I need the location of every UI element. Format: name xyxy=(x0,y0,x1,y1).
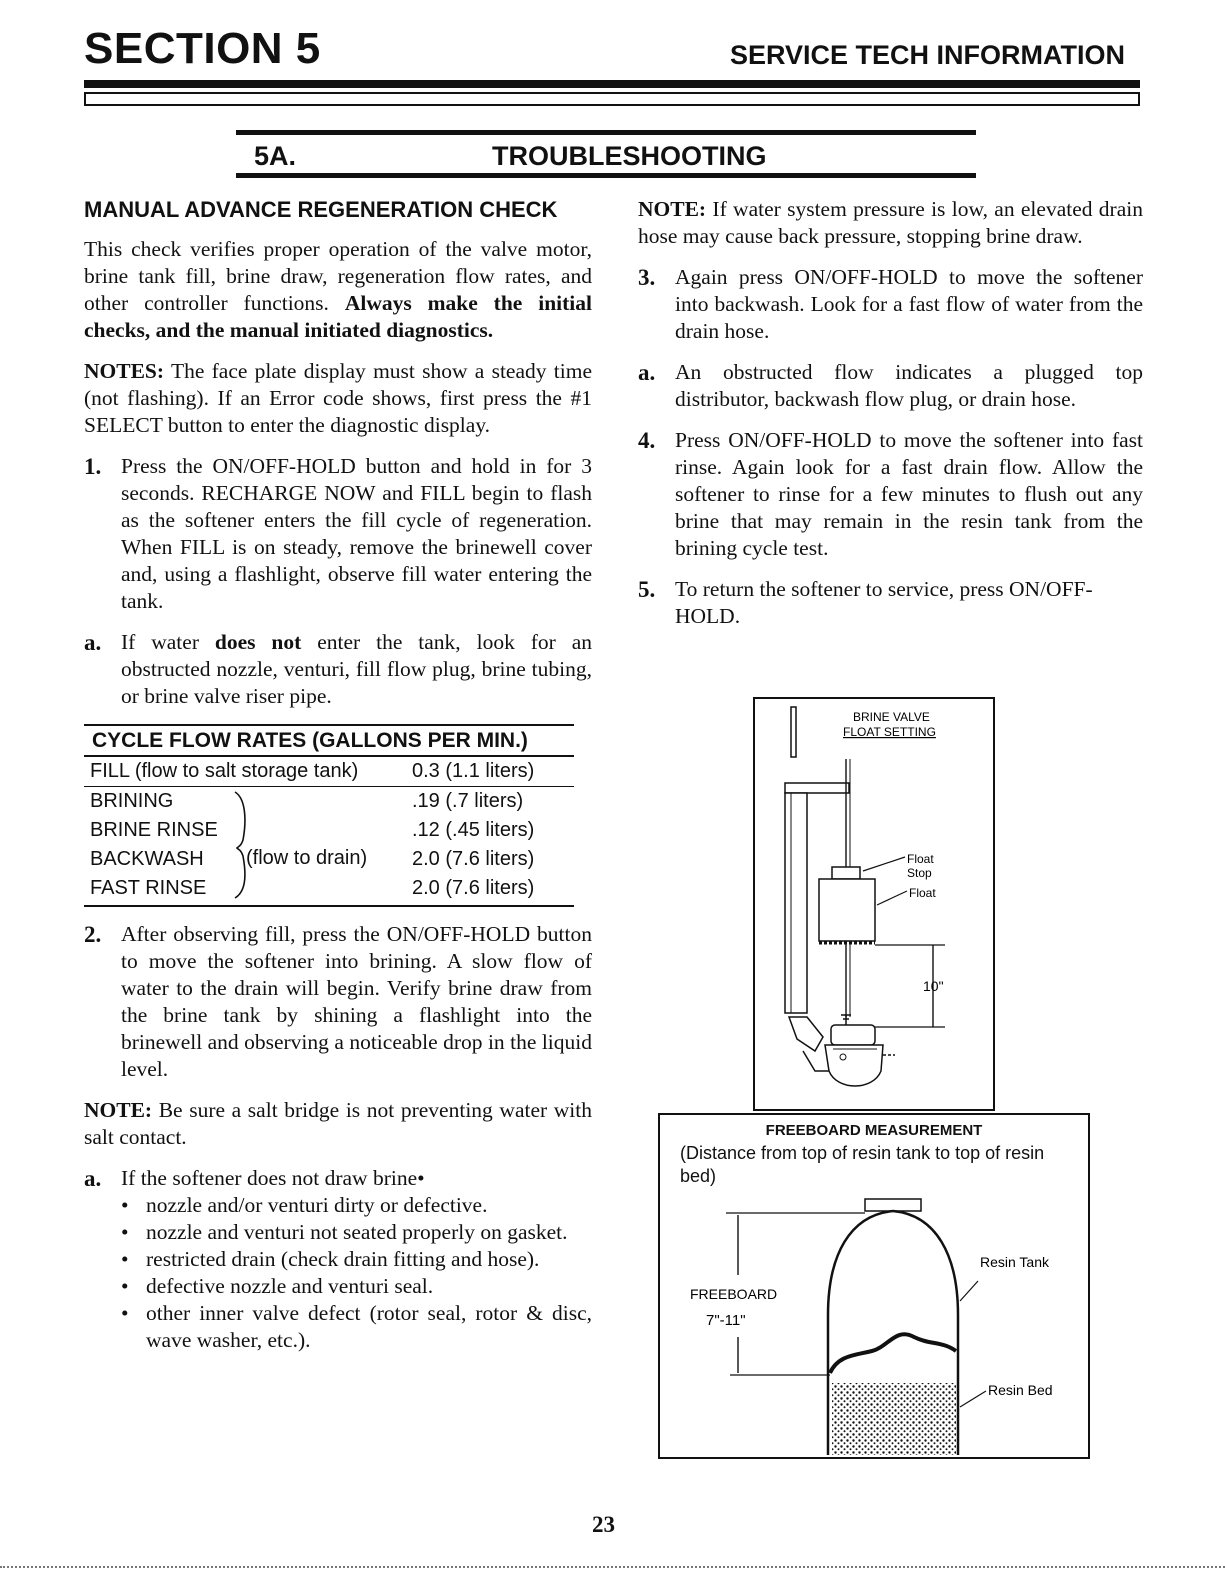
subsection-title xyxy=(236,138,976,174)
step-2a-text: If the softener does not draw brine• xyxy=(121,1166,425,1190)
step-5 xyxy=(638,576,1143,630)
step-2-number: 2. xyxy=(84,922,102,947)
flow-cycle-name: BRINE RINSE xyxy=(90,819,218,841)
step-1a-text-post: enter the tank, look for an obstructed nozzle, venturi, fill flow plug, brine tubing, or brine valve riser pipe. xyxy=(121,630,593,708)
freeboard-diagram xyxy=(660,1115,1088,1457)
valve-rod xyxy=(791,707,796,757)
flow-table-title: CYCLE FLOW RATES (GALLONS PER MIN.) xyxy=(84,724,574,757)
freeboard-value: 7"-11" xyxy=(706,1312,746,1329)
subsection-rule-top xyxy=(236,130,976,135)
float-setting-label: FLOAT SETTING xyxy=(843,725,936,739)
flow-group-note: (flow to drain) xyxy=(246,847,368,869)
section-subtitle: SERVICE TECH INFORMATION xyxy=(729,40,1125,70)
salt-bridge-note xyxy=(84,1097,592,1151)
note-text: Be sure a salt bridge is not preventing water with salt contact. xyxy=(84,1098,592,1149)
float xyxy=(819,879,875,941)
pressure-note xyxy=(638,196,1143,250)
step-4-number: 4. xyxy=(638,428,656,453)
step-1a-letter: a. xyxy=(84,630,102,655)
valve-bottom xyxy=(825,1045,883,1086)
flow-cycle-name: BRINING xyxy=(90,790,174,812)
step-5-number: 5. xyxy=(638,577,656,602)
notes-paragraph xyxy=(84,358,592,439)
right-column xyxy=(638,196,1143,644)
header-rule xyxy=(84,80,1140,88)
step-3-number: 3. xyxy=(638,265,656,290)
freeboard-label: FREEBOARD xyxy=(690,1286,778,1302)
note-label: NOTE: xyxy=(638,197,707,221)
subsection-rule-bottom xyxy=(236,173,976,178)
check-heading: MANUAL ADVANCE REGENERATION CHECK xyxy=(84,197,558,222)
step-3a-text: An obstructed flow indicates a plugged top distributor, backwash flow plug, or drain hose. xyxy=(675,360,1143,411)
resin-bed-surface xyxy=(830,1334,956,1373)
flow-row xyxy=(84,874,574,903)
flow-cycle-value: .19 (.7 liters) xyxy=(412,790,524,812)
bottom-edge xyxy=(0,1566,1225,1568)
flow-cycle-name: FAST RINSE xyxy=(90,877,207,899)
flow-cycle-value: 0.3 (1.1 liters) xyxy=(412,760,535,782)
flow-cycle-value: 2.0 (7.6 liters) xyxy=(412,877,535,899)
float-stop-label: Float xyxy=(907,852,934,866)
notes-label: NOTES: xyxy=(84,359,165,383)
list-item: • nozzle and venturi not seated properly on gasket. xyxy=(121,1219,592,1246)
flow-row xyxy=(84,757,574,787)
step-3a xyxy=(638,359,1143,413)
flow-cycle-value: .12 (.45 liters) xyxy=(412,819,535,841)
list-item: • nozzle and/or venturi dirty or defective. xyxy=(121,1192,592,1219)
flow-cycle-value: 2.0 (7.6 liters) xyxy=(412,848,535,870)
intro-paragraph xyxy=(84,236,592,344)
flow-row xyxy=(84,787,574,816)
brine-valve-diagram xyxy=(755,699,993,1109)
flow-cycle-name: BACKWASH xyxy=(90,848,204,870)
resin-bed-label: Resin Bed xyxy=(988,1382,1053,1398)
step-5-text: To return the softener to service, press ON/OFF-HOLD. xyxy=(675,577,1093,628)
step-2a-letter: a. xyxy=(84,1166,102,1191)
step-1-text: Press the ON/OFF-HOLD button and hold in for 3 seconds. RECHARGE NOW and FILL begin to flash as the softener enters the fill cycle of regeneration. When FILL is on steady, remove the brinewell cover and, using a flashlight, observe fill water entering the tank. xyxy=(121,454,592,613)
step-1 xyxy=(84,453,592,615)
subsection-label: TROUBLESHOOTING xyxy=(492,141,767,171)
step-4 xyxy=(638,427,1143,562)
subsection-number: 5A. xyxy=(254,141,297,171)
notes-text: The face plate display must show a steady time (not flashing). If an Error code shows, first press the #1 SELECT button to enter the diagnostic display. xyxy=(84,359,592,437)
brine-valve-figure xyxy=(753,697,995,1111)
note-label: NOTE: xyxy=(84,1098,153,1122)
float-stop xyxy=(832,867,860,879)
crossbar xyxy=(785,783,849,793)
note-text: If water system pressure is low, an elevated drain hose may cause back pressure, stopping brine draw. xyxy=(638,197,1143,248)
step-2 xyxy=(84,921,592,1083)
dimension-label: 10" xyxy=(923,978,944,994)
list-item: • other inner valve defect (rotor seal, rotor & disc, wave washer, etc.). xyxy=(121,1300,592,1354)
step-1-number: 1. xyxy=(84,454,102,479)
cause-list xyxy=(121,1192,592,1354)
step-1a xyxy=(84,629,592,710)
step-3a-letter: a. xyxy=(638,360,656,385)
flow-cycle-name: FILL (flow to salt storage tank) xyxy=(90,760,359,782)
page-number: 23 xyxy=(592,1512,615,1537)
flow-rate-table xyxy=(84,724,574,907)
float-label: Float xyxy=(909,886,936,900)
step-1a-text-pre: If water xyxy=(121,630,199,654)
step-2-text: After observing fill, press the ON/OFF-HOLD button to move the softener into brining. A slow flow of water to the drain will begin. Verify brine draw from the brine tank by shining a flashlight into the brinewell and observing a noticeable drop in the liquid level. xyxy=(121,922,592,1081)
freeboard-figure xyxy=(658,1113,1090,1459)
step-1a-emphasis: does not xyxy=(214,630,302,654)
freeboard-subtitle: (Distance from top of resin tank to top of resin bed) xyxy=(680,1143,1045,1186)
flow-row xyxy=(84,816,574,845)
step-3-text: Again press ON/OFF-HOLD to move the softener into backwash. Look for a fast flow of water from the drain hose. xyxy=(675,265,1143,343)
section-title: SECTION 5 xyxy=(84,24,321,73)
valve-body xyxy=(831,1025,875,1045)
left-column xyxy=(84,196,592,1354)
step-2a xyxy=(84,1165,592,1354)
brine-valve-label: BRINE VALVE xyxy=(853,710,930,724)
header-rule-box xyxy=(84,92,1140,106)
resin-tank-label: Resin Tank xyxy=(980,1254,1050,1270)
float-stop-label-2: Stop xyxy=(907,866,932,880)
step-4-text: Press ON/OFF-HOLD to move the softener into fast rinse. Again look for a fast drain flow. Allow the softener to rinse for a few minutes to flush out any brine that may remain in the resin tank from the brining cycle test. xyxy=(675,428,1143,560)
brine-tube xyxy=(785,793,807,1013)
freeboard-title: FREEBOARD MEASUREMENT xyxy=(765,1122,983,1139)
step-3 xyxy=(638,264,1143,345)
intro-text: This check verifies proper operation of the valve motor, brine tank fill, brine draw, regeneration flow rates, and other controller functions. xyxy=(84,237,592,315)
list-item: • restricted drain (check drain fitting and hose). xyxy=(121,1246,592,1273)
tank-neck xyxy=(865,1199,921,1211)
elbow xyxy=(789,1017,823,1051)
flow-table-body xyxy=(84,757,574,907)
intro-emphasis: Always make the initial checks, and the manual initiated diagnostics. xyxy=(84,291,592,342)
list-item: • defective nozzle and venturi seal. xyxy=(121,1273,592,1300)
